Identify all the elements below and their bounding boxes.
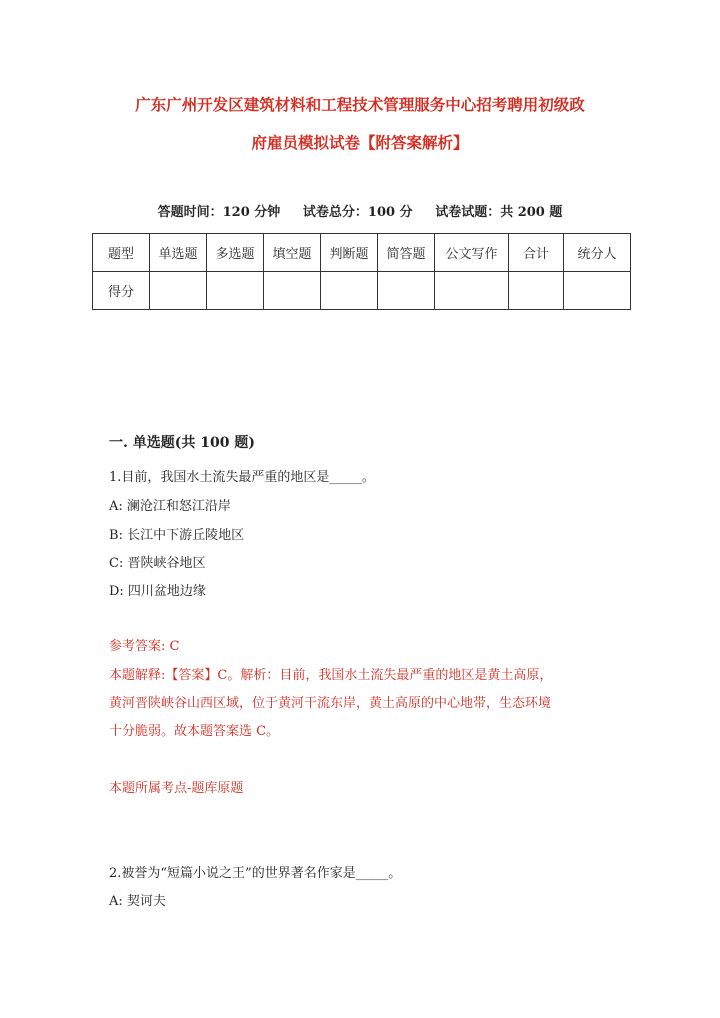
score-cell	[207, 272, 264, 310]
question-2-stem: 2.被誉为“短篇小说之王”的世界著名作家是_____。	[109, 866, 402, 881]
document-title-line-1: 广东广州开发区建筑材料和工程技术管理服务中心招考聘用初级政	[135, 95, 585, 114]
score-cell	[435, 272, 509, 310]
document-title-line-2: 府雇员模拟试卷【附答案解析】	[251, 133, 469, 152]
table-row-label: 得分	[93, 272, 150, 310]
score-cell	[264, 272, 321, 310]
question-1-explanation-line-1: 本题解释:【答案】C。解析：目前，我国水土流失最严重的地区是黄土高原，	[109, 668, 553, 683]
table-header-cell: 单选题	[150, 234, 207, 272]
score-cell	[564, 272, 631, 310]
table-header-cell: 题型	[93, 234, 150, 272]
table-header-cell: 判断题	[321, 234, 378, 272]
table-header-cell: 填空题	[264, 234, 321, 272]
question-2-option-a: A: 契诃夫	[109, 894, 166, 909]
question-1-option-b: B: 长江中下游丘陵地区	[109, 528, 245, 543]
score-table	[92, 233, 631, 310]
table-header-cell: 合计	[509, 234, 564, 272]
question-1-explanation-line-2: 黄河晋陕峡谷山西区域，位于黄河干流东岸，黄土高原的中心地带，生态环境	[109, 696, 552, 711]
score-cell	[150, 272, 207, 310]
exam-meta: 答题时间：120 分钟 试卷总分：100 分 试卷试题：共 200 题	[157, 205, 563, 220]
question-1-source: 本题所属考点-题库原题	[109, 781, 244, 796]
question-1-answer: 参考答案: C	[109, 639, 180, 654]
table-header-cell: 简答题	[378, 234, 435, 272]
score-cell	[321, 272, 378, 310]
question-1-stem: 1.目前，我国水土流失最严重的地区是_____。	[109, 470, 375, 485]
question-1-option-c: C: 晋陕峡谷地区	[109, 556, 206, 571]
table-header-cell: 统分人	[564, 234, 631, 272]
question-1-option-a: A: 澜沧江和怒江沿岸	[109, 499, 231, 514]
section-title: 一. 单选题(共 100 题)	[109, 435, 255, 451]
score-cell	[509, 272, 564, 310]
question-1-option-d: D: 四川盆地边缘	[109, 584, 206, 599]
score-table-score-row	[93, 272, 631, 310]
score-cell	[378, 272, 435, 310]
table-header-cell: 多选题	[207, 234, 264, 272]
question-1-explanation-line-3: 十分脆弱。故本题答案选 C。	[109, 724, 280, 739]
table-header-cell: 公文写作	[435, 234, 509, 272]
score-table-header-row	[93, 234, 631, 272]
